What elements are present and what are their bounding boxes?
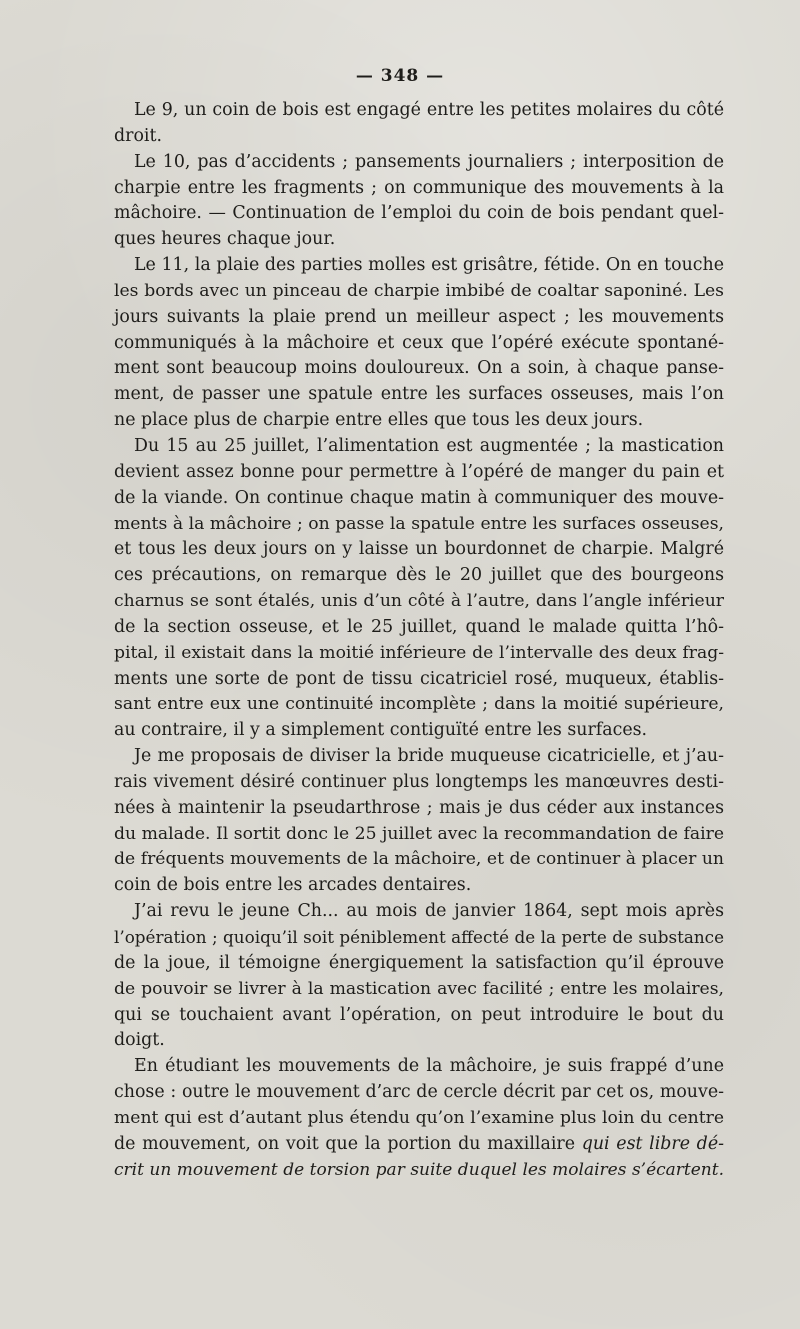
text-line: jours suivants la plaie prend un meilleur aspect ; les mouvements bbox=[114, 306, 724, 327]
text-line: ments une sorte de pont de tissu cicatriciel rosé, muqueux, établis- bbox=[114, 668, 724, 689]
text-line: ment sont beaucoup moins douloureux. On a soin, à chaque panse- bbox=[114, 358, 724, 379]
text-line-italic: crit un mouvement de torsion par suite duquel les molaires s’écartent. bbox=[114, 1159, 724, 1180]
text-line: ces précautions, on remarque dès le 20 juillet que des bourgeons bbox=[114, 565, 724, 586]
text-line: ques heures chaque jour. bbox=[114, 229, 336, 250]
text-line: chose : outre le mouvement d’arc de cercle décrit par cet os, mouve- bbox=[114, 1082, 724, 1103]
text-line: de fréquents mouvements de la mâchoire, et de continuer à placer un bbox=[114, 849, 724, 870]
text-line: J’ai revu le jeune Ch... au mois de janvier 1864, sept mois après bbox=[134, 901, 724, 922]
text-line: l’opération ; quoiqu’il soit péniblement affecté de la perte de substance bbox=[114, 927, 724, 947]
text-line: doigt. bbox=[114, 1030, 165, 1051]
text-line: sant entre eux une continuité incomplète ; dans la moitié supérieure, bbox=[114, 694, 724, 715]
text-line: les bords avec un pinceau de charpie imbibé de coaltar saponiné. Les bbox=[114, 280, 724, 301]
text-line: et tous les deux jours on y laisse un bourdonnet de charpie. Malgré bbox=[114, 539, 724, 560]
text-line: ne place plus de charpie entre elles que tous les deux jours. bbox=[114, 410, 644, 431]
text-line: communiqués à la mâchoire et ceux que l’opéré exécute spontané- bbox=[114, 332, 724, 353]
text-line: rais vivement désiré continuer plus longtemps les manœuvres desti- bbox=[114, 771, 724, 792]
text-line: Du 15 au 25 juillet, l’alimentation est augmentée ; la mastication bbox=[134, 435, 724, 456]
text-line: de la joue, il témoigne énergiquement la satisfaction qu’il éprouve bbox=[114, 952, 724, 973]
text-line: coin de bois entre les arcades dentaires. bbox=[114, 875, 472, 896]
text-line-mixed bbox=[114, 1132, 724, 1158]
body-text bbox=[114, 98, 724, 1183]
text-line: charpie entre les fragments ; on communique des mouvements à la bbox=[114, 177, 724, 198]
text-line: Le 9, un coin de bois est engagé entre les petites molaires du côté bbox=[134, 100, 724, 120]
text-line: En étudiant les mouvements de la mâchoire, je suis frappé d’une bbox=[134, 1056, 724, 1077]
text-line: qui se touchaient avant l’opération, on peut introduire le bout du bbox=[114, 1004, 724, 1025]
text-line: charnus se sont étalés, unis d’un côté à l’autre, dans l’angle inférieur bbox=[114, 591, 724, 612]
text-line: Le 11, la plaie des parties molles est grisâtre, fétide. On en touche bbox=[134, 255, 724, 276]
text-line: du malade. Il sortit donc le 25 juillet avec la recommandation de faire bbox=[114, 823, 724, 844]
text-line: au contraire, il y a simplement contiguïté entre les surfaces. bbox=[114, 720, 648, 741]
text-line: droit. bbox=[114, 125, 162, 146]
text-line: ment qui est d’autant plus étendu qu’on l’examine plus loin du centre bbox=[114, 1107, 724, 1128]
text-line: mâchoire. — Continuation de l’emploi du coin de bois pendant quel- bbox=[114, 203, 724, 224]
text-line: de la section osseuse, et le 25 juillet, quand le malade quitta l’hô- bbox=[114, 616, 724, 637]
text-line: ments à la mâchoire ; on passe la spatule entre les surfaces osseuses, bbox=[114, 513, 724, 534]
text-line: de pouvoir se livrer à la mastication avec facilité ; entre les molaires, bbox=[114, 978, 724, 999]
text-line: ment, de passer une spatule entre les surfaces osseuses, mais l’on bbox=[114, 384, 724, 405]
page-number: — 348 — bbox=[355, 66, 445, 86]
text-line: devient assez bonne pour permettre à l’opéré de manger du pain et bbox=[114, 461, 724, 482]
text-line: pital, il existait dans la moitié inférieure de l’intervalle des deux frag- bbox=[114, 642, 724, 663]
italic-text: qui est libre dé- bbox=[581, 1133, 724, 1154]
text-line: de la viande. On continue chaque matin à communiquer des mouve- bbox=[114, 487, 724, 508]
text-line: nées à maintenir la pseudarthrose ; mais je dus céder aux instances bbox=[114, 797, 724, 818]
text-line: Je me proposais de diviser la bride muqueuse cicatricielle, et j’au- bbox=[134, 746, 724, 767]
text-line: Le 10, pas d’accidents ; pansements journaliers ; interposition de bbox=[134, 151, 724, 172]
roman-text: de mouvement, on voit que la portion du maxillaire bbox=[114, 1133, 582, 1154]
